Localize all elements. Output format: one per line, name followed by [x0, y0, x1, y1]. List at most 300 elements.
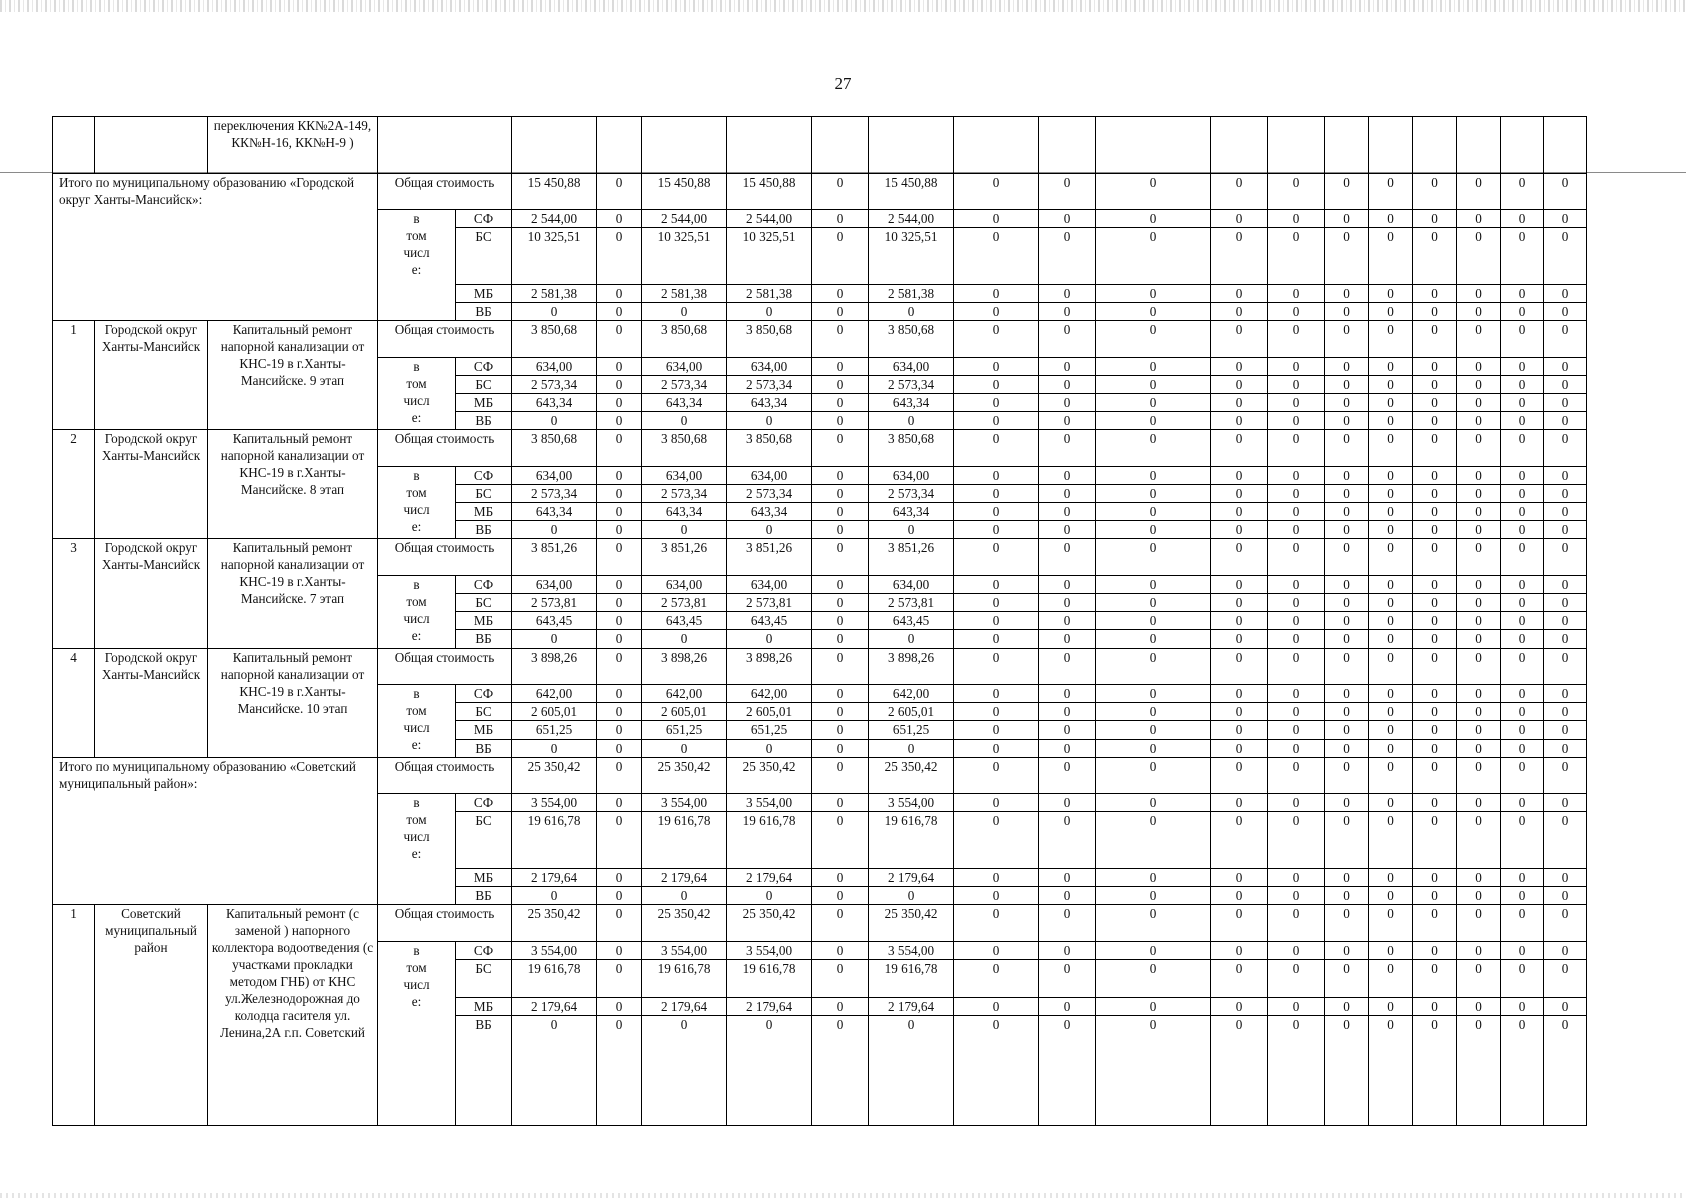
- value-cell: 0: [1325, 375, 1369, 393]
- funding-source-bs: БС: [456, 594, 512, 612]
- value-cell: 0: [1096, 1016, 1211, 1126]
- value-cell: 0: [1501, 575, 1544, 593]
- value-cell: 0: [1039, 648, 1096, 684]
- value-cell: 0: [1501, 739, 1544, 757]
- value-cell: 0: [1501, 721, 1544, 739]
- funding-source-vb: ВБ: [456, 887, 512, 905]
- value-cell: 0: [1268, 466, 1325, 484]
- value-cell: 0: [812, 612, 869, 630]
- total-cost-label: Общая стоимость: [378, 430, 512, 466]
- value-cell: 25 350,42: [727, 757, 812, 793]
- value-cell: 0: [1413, 648, 1457, 684]
- value-cell: 0: [1096, 684, 1211, 702]
- funding-source-vb: ВБ: [456, 521, 512, 539]
- value-cell: 0: [1544, 868, 1587, 886]
- funding-source-sf: СФ: [456, 794, 512, 812]
- value-cell: 0: [954, 375, 1039, 393]
- including-label: [378, 357, 456, 430]
- value-cell: 0: [1413, 393, 1457, 411]
- value-cell: 0: [1211, 648, 1268, 684]
- value-cell: 634,00: [727, 466, 812, 484]
- value-cell: 3 554,00: [642, 794, 727, 812]
- value-cell: 0: [642, 887, 727, 905]
- value-cell: 25 350,42: [869, 757, 954, 793]
- value-cell: 0: [1039, 412, 1096, 430]
- value-cell: 0: [597, 812, 642, 869]
- value-cell: 0: [1325, 684, 1369, 702]
- funding-source-sf: СФ: [456, 941, 512, 959]
- value-cell: 0: [1413, 703, 1457, 721]
- value-cell: 3 851,26: [869, 539, 954, 575]
- value-cell: 0: [954, 998, 1039, 1016]
- value-cell: [597, 117, 642, 174]
- value-cell: 0: [869, 887, 954, 905]
- including-label-line: е:: [411, 409, 422, 425]
- value-cell: 0: [1501, 375, 1544, 393]
- value-cell: 2 544,00: [642, 210, 727, 228]
- value-cell: 0: [1413, 941, 1457, 959]
- value-cell: 3 850,68: [642, 430, 727, 466]
- cell-object-name: переключения КК№2А-149, КК№Н-16, КК№Н-9 ): [208, 117, 378, 174]
- value-cell: 15 450,88: [727, 173, 812, 209]
- value-cell: 0: [954, 703, 1039, 721]
- value-cell: 25 350,42: [869, 905, 954, 941]
- value-cell: 0: [1369, 630, 1413, 648]
- value-cell: 0: [1039, 887, 1096, 905]
- value-cell: 0: [1325, 998, 1369, 1016]
- value-cell: 0: [954, 466, 1039, 484]
- value-cell: 2 573,34: [727, 484, 812, 502]
- value-cell: 0: [1501, 393, 1544, 411]
- value-cell: 0: [812, 739, 869, 757]
- value-cell: 0: [1369, 173, 1413, 209]
- value-cell: 0: [1325, 228, 1369, 285]
- value-cell: 0: [1457, 521, 1501, 539]
- value-cell: 0: [1268, 721, 1325, 739]
- value-cell: 634,00: [869, 357, 954, 375]
- value-cell: 0: [1413, 684, 1457, 702]
- value-cell: 0: [1544, 998, 1587, 1016]
- value-cell: 0: [1457, 594, 1501, 612]
- funding-source-vb: ВБ: [456, 739, 512, 757]
- value-cell: 0: [1211, 630, 1268, 648]
- funding-source-bs: БС: [456, 959, 512, 997]
- value-cell: 0: [1413, 594, 1457, 612]
- value-cell: 0: [1039, 575, 1096, 593]
- value-cell: 0: [954, 684, 1039, 702]
- value-cell: 0: [1501, 430, 1544, 466]
- value-cell: 0: [1413, 503, 1457, 521]
- value-cell: 0: [1369, 228, 1413, 285]
- value-cell: 0: [812, 430, 869, 466]
- value-cell: 0: [954, 393, 1039, 411]
- value-cell: 0: [1369, 1016, 1413, 1126]
- value-cell: 0: [1268, 484, 1325, 502]
- value-cell: 0: [1325, 739, 1369, 757]
- including-label-line: е:: [411, 846, 422, 862]
- value-cell: 0: [597, 959, 642, 997]
- value-cell: 0: [1268, 575, 1325, 593]
- value-cell: 0: [1039, 503, 1096, 521]
- value-cell: 0: [954, 1016, 1039, 1126]
- value-cell: 0: [1211, 721, 1268, 739]
- value-cell: 0: [1211, 503, 1268, 521]
- value-cell: 0: [1501, 539, 1544, 575]
- value-cell: 0: [1096, 630, 1211, 648]
- cell-mo: [95, 117, 208, 174]
- value-cell: 0: [1369, 684, 1413, 702]
- value-cell: 0: [1369, 594, 1413, 612]
- value-cell: 0: [954, 612, 1039, 630]
- value-cell: 0: [1501, 284, 1544, 302]
- value-cell: [1457, 117, 1501, 174]
- value-cell: 0: [1268, 173, 1325, 209]
- value-cell: 25 350,42: [512, 757, 597, 793]
- value-cell: 0: [1039, 321, 1096, 357]
- value-cell: 0: [1268, 739, 1325, 757]
- value-cell: 0: [1457, 648, 1501, 684]
- value-cell: 0: [642, 521, 727, 539]
- value-cell: 0: [1544, 173, 1587, 209]
- value-cell: 0: [812, 703, 869, 721]
- value-cell: 0: [1501, 228, 1544, 285]
- value-cell: 3 850,68: [869, 430, 954, 466]
- municipality-name: Городской округ Ханты-Мансийск: [95, 430, 208, 539]
- funding-source-mb: МБ: [456, 721, 512, 739]
- value-cell: 0: [1039, 173, 1096, 209]
- including-label: [378, 466, 456, 539]
- value-cell: 0: [1096, 648, 1211, 684]
- value-cell: 0: [1501, 959, 1544, 997]
- value-cell: 0: [954, 539, 1039, 575]
- including-label-line: е:: [411, 262, 422, 277]
- value-cell: 643,34: [869, 393, 954, 411]
- including-label-line: е:: [411, 627, 422, 643]
- value-cell: [812, 117, 869, 174]
- value-cell: 3 850,68: [727, 430, 812, 466]
- value-cell: 0: [1544, 703, 1587, 721]
- value-cell: 0: [1501, 321, 1544, 357]
- value-cell: 0: [1457, 393, 1501, 411]
- value-cell: 0: [812, 575, 869, 593]
- value-cell: 0: [954, 412, 1039, 430]
- value-cell: 0: [512, 739, 597, 757]
- value-cell: 0: [512, 887, 597, 905]
- value-cell: 3 554,00: [642, 941, 727, 959]
- value-cell: 0: [954, 630, 1039, 648]
- value-cell: [1413, 117, 1457, 174]
- value-cell: 0: [1268, 757, 1325, 793]
- value-cell: 0: [1096, 812, 1211, 869]
- value-cell: 0: [812, 466, 869, 484]
- value-cell: 0: [1457, 868, 1501, 886]
- value-cell: 0: [1096, 594, 1211, 612]
- value-cell: 0: [1039, 812, 1096, 869]
- value-cell: 0: [1096, 430, 1211, 466]
- value-cell: 0: [812, 684, 869, 702]
- value-cell: 0: [1039, 228, 1096, 285]
- value-cell: 0: [1457, 302, 1501, 320]
- value-cell: 634,00: [869, 466, 954, 484]
- value-cell: 0: [1211, 998, 1268, 1016]
- value-cell: 634,00: [869, 575, 954, 593]
- municipality-name: Городской округ Ханты-Мансийск: [95, 321, 208, 430]
- value-cell: 0: [1544, 941, 1587, 959]
- value-cell: 0: [597, 941, 642, 959]
- value-cell: 0: [1325, 868, 1369, 886]
- value-cell: 0: [1369, 941, 1413, 959]
- value-cell: 0: [1501, 887, 1544, 905]
- value-cell: 634,00: [512, 575, 597, 593]
- including-label-line: в: [413, 358, 420, 374]
- value-cell: 0: [954, 868, 1039, 886]
- value-cell: 0: [1211, 521, 1268, 539]
- value-cell: 0: [1268, 521, 1325, 539]
- including-label-line: в: [413, 211, 420, 226]
- total-cost-label: Общая стоимость: [378, 321, 512, 357]
- funding-source-mb: МБ: [456, 503, 512, 521]
- value-cell: 642,00: [869, 684, 954, 702]
- value-cell: 0: [597, 575, 642, 593]
- value-cell: 0: [1369, 412, 1413, 430]
- value-cell: 0: [1369, 887, 1413, 905]
- value-cell: 2 179,64: [642, 868, 727, 886]
- value-cell: 0: [1325, 430, 1369, 466]
- value-cell: 25 350,42: [727, 905, 812, 941]
- value-cell: 0: [1096, 739, 1211, 757]
- value-cell: 0: [1096, 521, 1211, 539]
- value-cell: 0: [1211, 812, 1268, 869]
- value-cell: 0: [954, 521, 1039, 539]
- value-cell: 0: [1211, 173, 1268, 209]
- value-cell: 0: [1501, 594, 1544, 612]
- value-cell: 0: [954, 321, 1039, 357]
- value-cell: 0: [1268, 412, 1325, 430]
- value-cell: 0: [1325, 412, 1369, 430]
- value-cell: 3 554,00: [727, 794, 812, 812]
- value-cell: 643,34: [642, 503, 727, 521]
- value-cell: 0: [1211, 284, 1268, 302]
- value-cell: 0: [954, 503, 1039, 521]
- value-cell: 0: [1457, 412, 1501, 430]
- value-cell: 0: [1544, 321, 1587, 357]
- value-cell: 10 325,51: [512, 228, 597, 285]
- value-cell: 0: [727, 887, 812, 905]
- value-cell: 0: [812, 284, 869, 302]
- value-cell: 0: [597, 430, 642, 466]
- value-cell: 0: [1457, 794, 1501, 812]
- value-cell: 0: [597, 794, 642, 812]
- value-cell: 0: [1096, 173, 1211, 209]
- value-cell: 3 898,26: [869, 648, 954, 684]
- value-cell: 0: [1096, 794, 1211, 812]
- table-row-total: [53, 539, 1673, 575]
- value-cell: 642,00: [642, 684, 727, 702]
- value-cell: [1096, 117, 1211, 174]
- value-cell: 0: [1457, 703, 1501, 721]
- value-cell: 634,00: [642, 575, 727, 593]
- including-label-line: в: [413, 942, 420, 958]
- value-cell: 634,00: [512, 466, 597, 484]
- value-cell: 0: [1211, 684, 1268, 702]
- value-cell: 0: [1369, 302, 1413, 320]
- value-cell: 0: [1039, 739, 1096, 757]
- value-cell: 643,34: [727, 393, 812, 411]
- total-cost-label: Общая стоимость: [378, 757, 512, 793]
- value-cell: 634,00: [642, 357, 727, 375]
- value-cell: 0: [727, 630, 812, 648]
- value-cell: 0: [1268, 812, 1325, 869]
- value-cell: 0: [1544, 812, 1587, 869]
- value-cell: 0: [1457, 812, 1501, 869]
- municipality-name: Городской округ Ханты-Мансийск: [95, 648, 208, 757]
- value-cell: 0: [1039, 302, 1096, 320]
- value-cell: 0: [1096, 539, 1211, 575]
- value-cell: 0: [954, 284, 1039, 302]
- value-cell: 0: [1096, 887, 1211, 905]
- value-cell: 0: [954, 721, 1039, 739]
- value-cell: [642, 117, 727, 174]
- value-cell: 0: [1096, 375, 1211, 393]
- value-cell: 0: [1325, 393, 1369, 411]
- table-row-total: [53, 648, 1673, 684]
- value-cell: 2 179,64: [727, 868, 812, 886]
- including-label: [378, 575, 456, 648]
- value-cell: 0: [597, 357, 642, 375]
- value-cell: 0: [954, 812, 1039, 869]
- including-label-line: числ: [403, 245, 430, 260]
- value-cell: 10 325,51: [642, 228, 727, 285]
- value-cell: 0: [1211, 430, 1268, 466]
- value-cell: 0: [1501, 905, 1544, 941]
- including-label-line: том: [406, 375, 427, 391]
- value-cell: 3 554,00: [512, 794, 597, 812]
- value-cell: 0: [597, 757, 642, 793]
- value-cell: 0: [642, 302, 727, 320]
- value-cell: 0: [1369, 484, 1413, 502]
- table-row-total: [53, 757, 1673, 793]
- value-cell: [512, 117, 597, 174]
- value-cell: 0: [1096, 612, 1211, 630]
- value-cell: 2 573,34: [869, 375, 954, 393]
- value-cell: 0: [1211, 794, 1268, 812]
- value-cell: 0: [597, 302, 642, 320]
- value-cell: 0: [597, 375, 642, 393]
- including-label-line: в: [413, 685, 420, 701]
- value-cell: 0: [812, 321, 869, 357]
- value-cell: [954, 117, 1039, 174]
- value-cell: 0: [1501, 521, 1544, 539]
- value-cell: 0: [1369, 210, 1413, 228]
- including-label-line: том: [406, 959, 427, 975]
- value-cell: 0: [597, 521, 642, 539]
- value-cell: 0: [812, 959, 869, 997]
- table-row-total: [53, 173, 1673, 209]
- value-cell: 0: [1211, 210, 1268, 228]
- value-cell: 0: [812, 375, 869, 393]
- object-name: Капитальный ремонт напорной канализации от КНС-19 в г.Ханты-Мансийске. 10 этап: [208, 648, 378, 757]
- value-cell: 0: [1501, 630, 1544, 648]
- value-cell: 0: [1501, 998, 1544, 1016]
- value-cell: 0: [1369, 393, 1413, 411]
- value-cell: 0: [1325, 484, 1369, 502]
- value-cell: 0: [812, 868, 869, 886]
- value-cell: 0: [1413, 412, 1457, 430]
- value-cell: 0: [1501, 210, 1544, 228]
- funding-source-sf: СФ: [456, 684, 512, 702]
- value-cell: 0: [869, 630, 954, 648]
- value-cell: 0: [954, 575, 1039, 593]
- value-cell: 0: [1413, 173, 1457, 209]
- value-cell: 0: [1211, 739, 1268, 757]
- value-cell: 0: [1544, 484, 1587, 502]
- value-cell: 0: [812, 484, 869, 502]
- value-cell: 0: [1369, 284, 1413, 302]
- including-label-line: том: [406, 593, 427, 609]
- funding-source-bs: БС: [456, 375, 512, 393]
- value-cell: 0: [642, 1016, 727, 1126]
- value-cell: 0: [1369, 357, 1413, 375]
- value-cell: 0: [1457, 484, 1501, 502]
- table-row-continuation: [53, 117, 1673, 174]
- value-cell: 0: [1268, 321, 1325, 357]
- value-cell: 3 898,26: [512, 648, 597, 684]
- value-cell: 0: [1096, 357, 1211, 375]
- value-cell: 643,34: [512, 393, 597, 411]
- value-cell: 0: [1413, 228, 1457, 285]
- value-cell: 0: [597, 630, 642, 648]
- value-cell: 0: [1211, 757, 1268, 793]
- table-row-total: [53, 905, 1673, 941]
- value-cell: 0: [1457, 430, 1501, 466]
- value-cell: 0: [1211, 357, 1268, 375]
- value-cell: 0: [1501, 648, 1544, 684]
- value-cell: 0: [812, 757, 869, 793]
- value-cell: 2 573,34: [869, 484, 954, 502]
- value-cell: 0: [597, 466, 642, 484]
- value-cell: 0: [1325, 173, 1369, 209]
- value-cell: 2 573,34: [512, 484, 597, 502]
- value-cell: 0: [1268, 357, 1325, 375]
- value-cell: 634,00: [512, 357, 597, 375]
- subtotal-label: Итого по муниципальному образованию «Советский муниципальный район»:: [53, 757, 378, 905]
- value-cell: 643,34: [869, 503, 954, 521]
- value-cell: 2 581,38: [869, 284, 954, 302]
- value-cell: 0: [1325, 794, 1369, 812]
- object-name: Капитальный ремонт напорной канализации от КНС-19 в г.Ханты-Мансийске. 7 этап: [208, 539, 378, 648]
- value-cell: 2 544,00: [727, 210, 812, 228]
- value-cell: 0: [1096, 721, 1211, 739]
- value-cell: 0: [1211, 228, 1268, 285]
- value-cell: 0: [1268, 868, 1325, 886]
- value-cell: 0: [869, 412, 954, 430]
- cell-source: [378, 117, 512, 174]
- value-cell: 0: [1211, 575, 1268, 593]
- value-cell: 0: [1325, 539, 1369, 575]
- value-cell: 0: [1039, 357, 1096, 375]
- value-cell: 0: [1544, 228, 1587, 285]
- funding-source-vb: ВБ: [456, 412, 512, 430]
- value-cell: 0: [1369, 503, 1413, 521]
- value-cell: 0: [1268, 539, 1325, 575]
- value-cell: 0: [1457, 757, 1501, 793]
- value-cell: 0: [1325, 321, 1369, 357]
- value-cell: 19 616,78: [727, 812, 812, 869]
- value-cell: 0: [1501, 703, 1544, 721]
- including-label-line: е:: [411, 518, 422, 534]
- value-cell: 0: [1501, 503, 1544, 521]
- including-label-line: числ: [403, 829, 430, 845]
